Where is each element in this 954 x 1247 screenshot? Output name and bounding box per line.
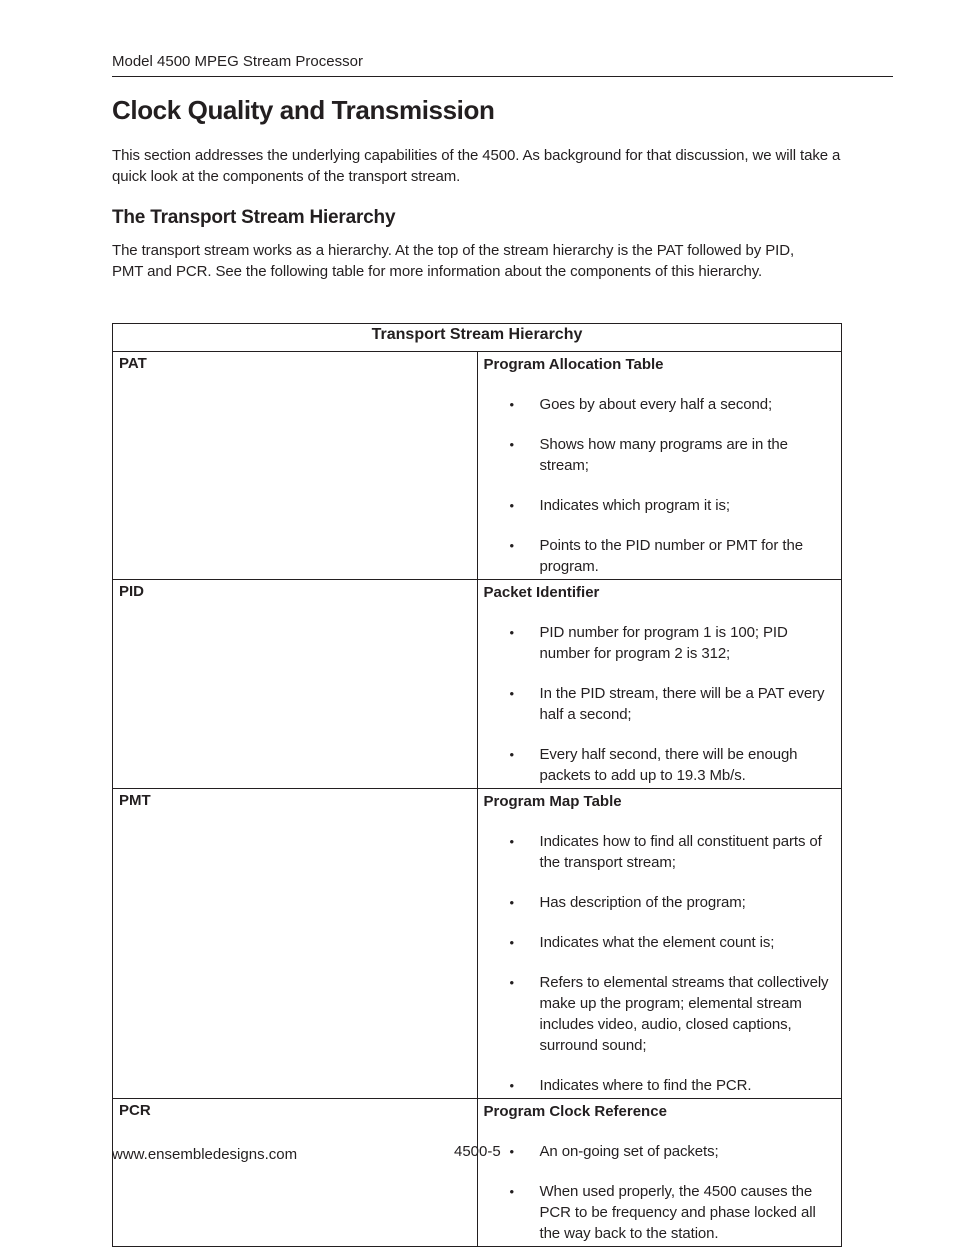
- bullet-icon: •: [509, 747, 514, 762]
- table-caption: Transport Stream Hierarchy: [113, 324, 842, 352]
- list-item-text: PID number for program 1 is 100; PID number for program 2 is 312;: [539, 624, 788, 662]
- row-description: [477, 1099, 842, 1247]
- list-item: [484, 932, 836, 953]
- bullet-list: [484, 622, 836, 786]
- bullet-icon: •: [509, 975, 514, 990]
- list-item-text: Indicates how to find all constituent parts of the transport stream;: [539, 833, 822, 871]
- list-item-text: Goes by about every half a second;: [539, 396, 773, 413]
- bullet-list: [484, 1141, 836, 1244]
- list-item: [484, 434, 836, 476]
- bullet-icon: •: [509, 686, 514, 701]
- row-description: [477, 789, 842, 1099]
- table-row-pcr: [113, 1099, 842, 1247]
- table-row-pmt: [113, 789, 842, 1099]
- bullet-icon: •: [509, 1144, 514, 1159]
- list-item: [484, 831, 836, 873]
- list-item: [484, 535, 836, 577]
- list-item: [484, 744, 836, 786]
- list-item-text: An on-going set of packets;: [539, 1143, 719, 1160]
- list-item: [484, 972, 836, 1056]
- hierarchy-table: [112, 323, 842, 1247]
- list-item: [484, 1141, 836, 1162]
- row-title: Program Allocation Table: [483, 356, 664, 373]
- row-title: Program Clock Reference: [483, 1103, 667, 1120]
- footer-website: www.ensembledesigns.com: [112, 1146, 298, 1163]
- page-title: Clock Quality and Transmission: [112, 95, 495, 125]
- bullet-icon: •: [509, 895, 514, 910]
- list-item-text: Every half second, there will be enough packets to add up to 19.3 Mb/s.: [539, 746, 798, 784]
- bullet-icon: •: [509, 935, 514, 950]
- bullet-icon: •: [509, 498, 514, 513]
- row-key: PCR: [113, 1099, 478, 1247]
- bullet-icon: •: [509, 1078, 514, 1093]
- bullet-icon: •: [509, 834, 514, 849]
- row-title: Packet Identifier: [483, 584, 600, 601]
- bullet-icon: •: [509, 397, 514, 412]
- footer-page-number: 4500-5: [454, 1143, 501, 1160]
- list-item-text: Has description of the program;: [539, 894, 746, 911]
- table-row-pid: [113, 580, 842, 789]
- table-row-pat: [113, 352, 842, 580]
- header-rule: [112, 76, 893, 77]
- intro-paragraph: This section addresses the underlying capabilities of the 4500. As background for that discussion, we will take a quick look at the components of the transport stream.: [112, 147, 841, 185]
- list-item: [484, 683, 836, 725]
- row-description: [477, 580, 842, 789]
- list-item-text: Indicates where to find the PCR.: [539, 1077, 752, 1094]
- list-item: [484, 394, 836, 415]
- list-item: [484, 892, 836, 913]
- bullet-list: [484, 394, 836, 577]
- bullet-icon: •: [509, 437, 514, 452]
- list-item-text: Shows how many programs are in the stream;: [539, 436, 788, 474]
- list-item: [484, 622, 836, 664]
- list-item-text: Points to the PID number or PMT for the program.: [539, 537, 803, 575]
- list-item: [484, 495, 836, 516]
- list-item-text: In the PID stream, there will be a PAT every half a second;: [539, 685, 825, 723]
- list-item-text: Indicates what the element count is;: [539, 934, 775, 951]
- list-item-text: Indicates which program it is;: [539, 497, 730, 514]
- bullet-icon: •: [509, 538, 514, 553]
- section-paragraph: The transport stream works as a hierarchy. At the top of the stream hierarchy is the PAT followed by PID, PMT and PCR. See the following table for more information about the components of this hierarchy.: [112, 242, 795, 280]
- list-item-text: Refers to elemental streams that collectively make up the program; elemental stream includes video, audio, closed captions, surround sound;: [539, 974, 829, 1054]
- row-key: PAT: [113, 352, 478, 580]
- list-item-text: When used properly, the 4500 causes the PCR to be frequency and phase locked all the way back to the station.: [539, 1183, 816, 1242]
- section-heading: The Transport Stream Hierarchy: [112, 207, 396, 228]
- bullet-icon: •: [509, 1184, 514, 1199]
- row-title: Program Map Table: [483, 793, 622, 810]
- bullet-icon: •: [509, 625, 514, 640]
- list-item: [484, 1075, 836, 1096]
- row-key: PID: [113, 580, 478, 789]
- running-header: Model 4500 MPEG Stream Processor: [112, 53, 363, 70]
- bullet-list: [484, 831, 836, 1096]
- row-description: [477, 352, 842, 580]
- table-caption-row: [113, 324, 842, 352]
- row-key: PMT: [113, 789, 478, 1099]
